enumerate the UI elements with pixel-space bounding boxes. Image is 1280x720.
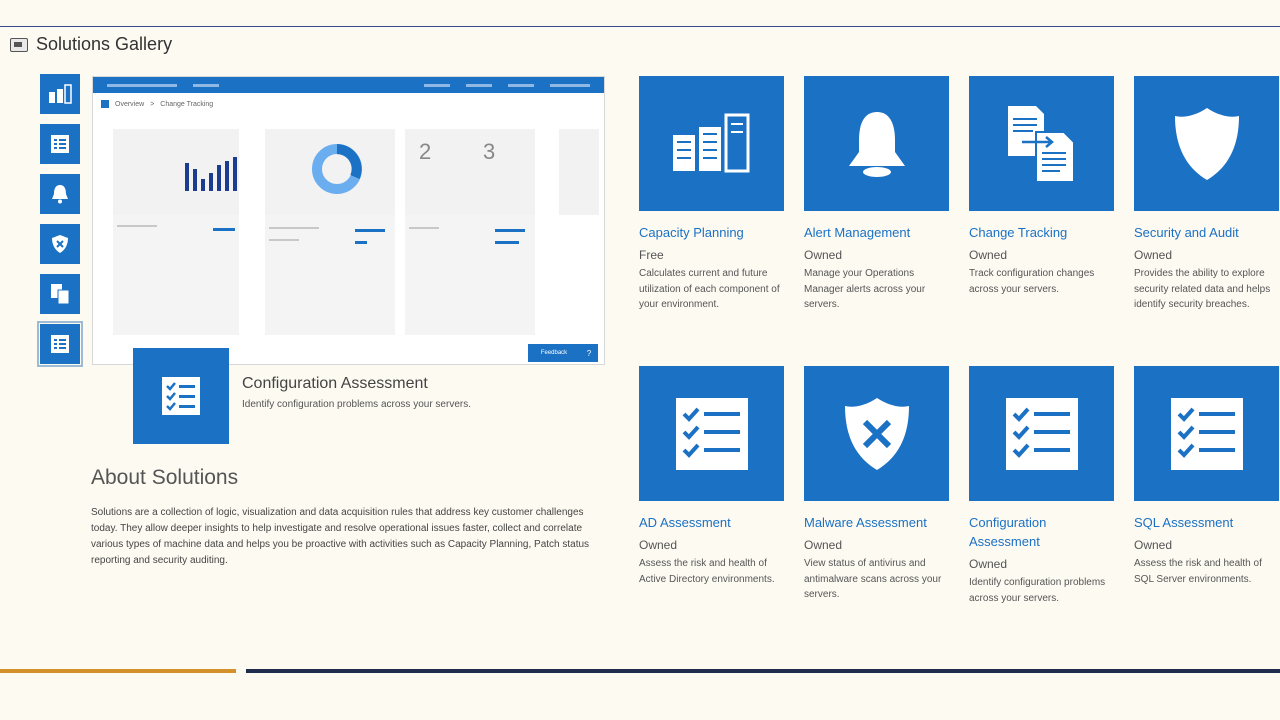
nav-alert[interactable] bbox=[40, 174, 80, 214]
preview-donut-tile bbox=[265, 129, 395, 215]
solution-description: Calculates current and future utilization of each component of your environment. bbox=[639, 268, 780, 310]
preview-crumb-separator: > bbox=[150, 100, 155, 108]
preview-numbers-tile bbox=[405, 129, 535, 215]
solution-name[interactable]: Configuration Assessment bbox=[969, 515, 1047, 549]
preview-list-panel-3 bbox=[405, 215, 535, 335]
bottom-accent-bar-orange bbox=[0, 669, 236, 673]
preview-help-icon: ? bbox=[580, 344, 598, 362]
solution-tile[interactable] bbox=[804, 366, 949, 501]
solution-tile[interactable] bbox=[639, 366, 784, 501]
solution-card-ad-assessment[interactable] bbox=[639, 366, 784, 587]
solution-card-security-and-audit[interactable] bbox=[1134, 76, 1279, 313]
solution-status: Owned bbox=[1134, 248, 1173, 262]
solution-card-configuration-assessment[interactable] bbox=[969, 366, 1114, 606]
page-title: Solutions Gallery bbox=[36, 34, 173, 54]
solution-description: Track configuration changes across your servers. bbox=[969, 268, 1095, 295]
checklist-icon bbox=[159, 374, 203, 418]
shield-icon bbox=[49, 233, 71, 255]
preview-list-panel-2 bbox=[265, 215, 395, 335]
solution-tile[interactable] bbox=[804, 76, 949, 211]
bell-icon bbox=[49, 183, 71, 205]
solution-description: Assess the risk and health of SQL Server environments. bbox=[1134, 558, 1262, 585]
solution-tile[interactable] bbox=[969, 366, 1114, 501]
solution-tile[interactable] bbox=[1134, 366, 1279, 501]
preview-feedback-button: Feedback bbox=[528, 344, 580, 362]
servers-icon bbox=[667, 109, 757, 179]
preview-number-2: 3 bbox=[483, 139, 496, 164]
page-header bbox=[10, 34, 172, 55]
solution-description: Provides the ability to explore security related data and helps identify security breaches. bbox=[1134, 268, 1271, 310]
preview-number-1: 2 bbox=[419, 139, 432, 164]
documents-icon bbox=[49, 282, 71, 306]
preview-list-panel-1 bbox=[113, 215, 239, 335]
solution-name[interactable]: Malware Assessment bbox=[804, 515, 927, 530]
solution-card-malware-assessment[interactable] bbox=[804, 366, 949, 603]
checklist-icon bbox=[49, 333, 71, 355]
donut-chart-icon bbox=[307, 139, 367, 199]
solution-status: Owned bbox=[639, 538, 678, 552]
solution-name[interactable]: Change Tracking bbox=[969, 225, 1068, 240]
solution-description: View status of antivirus and antimalware scans across your servers. bbox=[804, 558, 942, 600]
solution-status: Owned bbox=[1134, 538, 1173, 552]
gallery-icon bbox=[10, 38, 28, 52]
solution-description: Assess the risk and health of Active Directory environments. bbox=[639, 558, 775, 585]
solution-name[interactable]: Capacity Planning bbox=[639, 225, 744, 240]
nav-capacity-planning[interactable] bbox=[40, 74, 80, 114]
solution-card-capacity-planning[interactable] bbox=[639, 76, 784, 313]
nav-security[interactable] bbox=[40, 224, 80, 264]
featured-solution-description: Identify configuration problems across your servers. bbox=[242, 399, 471, 410]
featured-solution-title[interactable]: Configuration Assessment bbox=[242, 375, 428, 392]
shield-x-icon bbox=[839, 394, 915, 474]
top-divider bbox=[0, 26, 1280, 27]
solution-tile[interactable] bbox=[969, 76, 1114, 211]
solution-thumbnail-nav bbox=[40, 74, 84, 374]
featured-solution-tile[interactable] bbox=[133, 348, 229, 444]
solution-card-alert-management[interactable] bbox=[804, 76, 949, 313]
checklist-icon bbox=[674, 396, 750, 472]
solution-name[interactable]: SQL Assessment bbox=[1134, 515, 1234, 530]
bell-icon bbox=[837, 104, 917, 184]
solution-card-change-tracking[interactable] bbox=[969, 76, 1114, 297]
solution-description: Identify configuration problems across your servers. bbox=[969, 577, 1106, 604]
solution-name[interactable]: AD Assessment bbox=[639, 515, 731, 530]
preview-crumb-current: Change Tracking bbox=[160, 100, 214, 108]
solution-name[interactable]: Security and Audit bbox=[1134, 225, 1239, 240]
solution-status: Free bbox=[639, 248, 664, 262]
about-solutions-text: Solutions are a collection of logic, visualization and data acquisition rules that address key customer challenges today. They allow deeper insights to help investigate and resolve operational issues faster, collect and correlate various types of machine data and helps you be proactive with activities such as Capacity Planning, Patch status reporting and security auditing. bbox=[91, 507, 590, 566]
shield-icon bbox=[1169, 104, 1245, 184]
solution-preview-screenshot[interactable] bbox=[92, 76, 605, 365]
preview-breadcrumb bbox=[93, 93, 604, 115]
preview-top-bar bbox=[93, 77, 604, 93]
solution-description: Manage your Operations Manager alerts across your servers. bbox=[804, 268, 926, 310]
checklist-icon bbox=[1004, 396, 1080, 472]
solution-name[interactable]: Alert Management bbox=[804, 225, 911, 240]
nav-configuration[interactable] bbox=[40, 324, 80, 364]
list-icon bbox=[49, 133, 71, 155]
preview-side-tile bbox=[559, 129, 599, 215]
solution-status: Owned bbox=[804, 538, 843, 552]
solution-card-sql-assessment[interactable] bbox=[1134, 366, 1279, 587]
servers-icon bbox=[47, 83, 73, 105]
solution-status: Owned bbox=[804, 248, 843, 262]
solution-status: Owned bbox=[969, 248, 1008, 262]
documents-icon bbox=[1004, 102, 1080, 186]
solution-tile[interactable] bbox=[1134, 76, 1279, 211]
nav-list[interactable] bbox=[40, 124, 80, 164]
nav-change-tracking[interactable] bbox=[40, 274, 80, 314]
solution-status: Owned bbox=[969, 557, 1008, 571]
checklist-icon bbox=[1169, 396, 1245, 472]
preview-crumb-overview: Overview bbox=[115, 100, 145, 108]
solution-tile[interactable] bbox=[639, 76, 784, 211]
about-solutions-heading: About Solutions bbox=[91, 466, 239, 489]
bottom-accent-bar-dark bbox=[246, 669, 1280, 673]
preview-bar-chart-tile bbox=[113, 129, 239, 215]
